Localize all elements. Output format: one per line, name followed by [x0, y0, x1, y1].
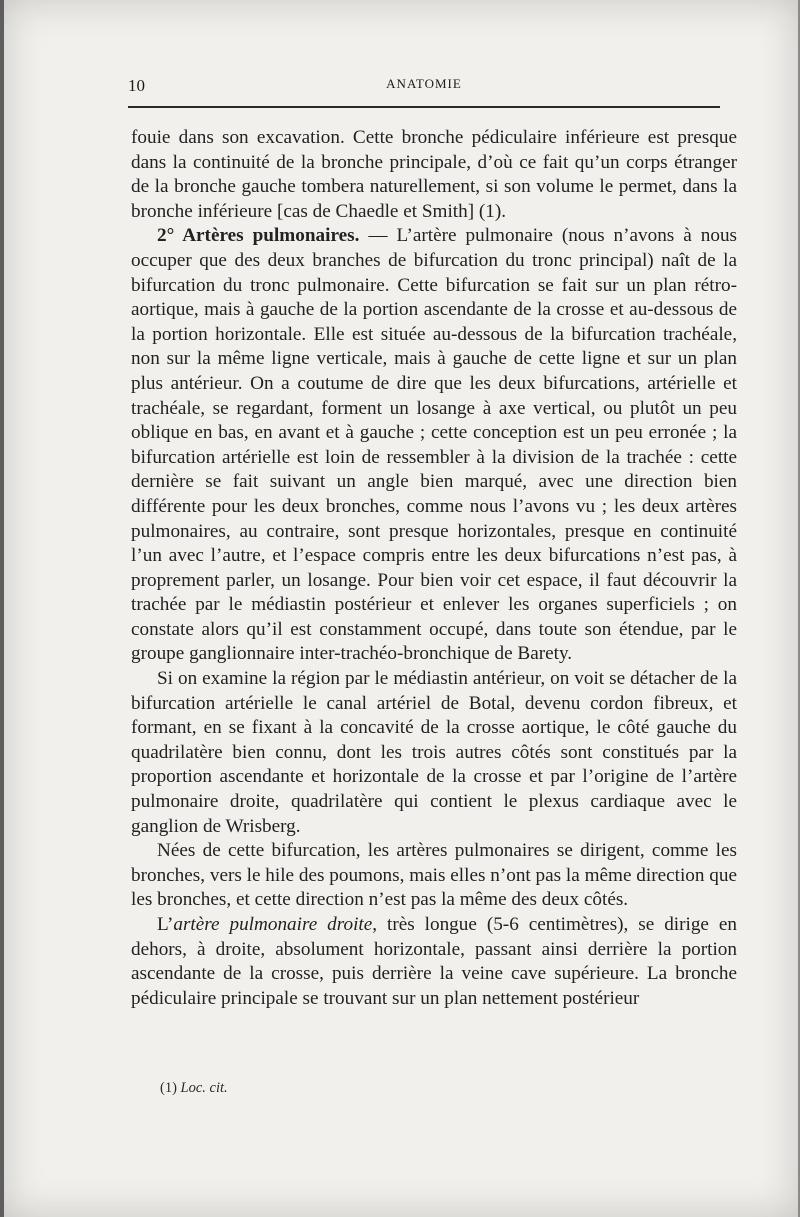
page-number: 10: [128, 76, 145, 95]
footnote-marker: (1): [160, 1080, 181, 1096]
paragraph-5: [131, 913, 737, 1011]
footnote-rule: [131, 1068, 281, 1069]
paragraph-2: [131, 224, 737, 667]
page-body: [131, 126, 737, 1011]
paragraph-5-prefix: L’: [157, 914, 174, 935]
footnote-text: Loc. cit.: [180, 1080, 228, 1096]
page-header: [128, 74, 720, 94]
paragraph-5-text: , très longue (5-6 centimètres), se dirige en dehors, à droite, absolument horizontale, passant ainsi derrière la portion ascendante de la crosse, puis derrière la veine cave supérieure. La bronche pédiculaire principale se trouvant sur un plan nettement postérieur: [131, 914, 737, 1009]
running-head-title: ANATOMIE: [386, 76, 462, 91]
section-heading-arteres-pulmonaires: 2° Artères pulmonaires.: [157, 225, 360, 247]
paragraph-2-text: — L’artère pulmonaire (nous n’avons à nous occuper que des deux branches de bifurcation du tronc principal) naît de la bifurcation du tronc pulmonaire. Cette bifurcation se fait sur un plan rétro-aortique, mais à gauche de la portion ascendante de la crosse et au-dessous de la portion horizontale. Elle est située au-dessous de la bifurcation trachéale, non sur la même ligne verticale, mais à gauche de cette ligne et sur un plan plus antérieur. On a coutume de dire que les deux bifurcations, artérielle et trachéale, se regardant, forment un losange à axe vertical, ou plutôt un peu oblique en bas, en avant et à gauche ; cette conception est un peu erronée ; la bifurcation artérielle est loin de ressembler à la division de la trachée : cette dernière se fait suivant un angle bien marqué, avec une direction bien différente pour les deux bronches, comme nous l’avons vu ; les deux artères pulmonaires, au contraire, sont presque horizontales, presque en continuité l’un avec l’autre, et l’espace compris entre les deux bifurcations n’est pas, à proprement parler, un losange. Pour bien voir cet espace, il faut découvrir la trachée par le médiastin postérieur et enlever les organes superficiels ; on constate alors qu’il est constamment occupé, dans toute son étendue, par le groupe ganglionnaire inter-trachéo-bronchique de Barety.: [131, 225, 738, 665]
paragraph-5-italic-term: artère pulmonaire droite: [173, 914, 373, 935]
paragraph-3: Si on examine la région par le médiastin antérieur, on voit se détacher de la bifurcation artérielle le canal artériel de Botal, devenu cordon fibreux, et formant, en se fixant à la concavité de la crosse aortique, le côté gauche du quadrilatère bien connu, dont les trois autres côtés sont constitués par la proportion ascendante et horizontale de la crosse et par l’origine de l’artère pulmonaire droite, quadrilatère qui contient le plexus cardiaque avec le ganglion de Wrisberg.: [131, 668, 737, 837]
paragraph-4: Nées de cette bifurcation, les artères pulmonaires se dirigent, comme les bronches, vers le hile des poumons, mais elles n’ont pas la même direction que les bronches, et cette direction n’est pas la même des deux côtés.: [131, 840, 737, 911]
paragraph-1: fouie dans son excavation. Cette bronche pédiculaire inférieure est presque dans la continuité de la bronche principale, d’où ce fait qu’un corps étranger de la bronche gauche tombera naturellement, si son volume le permet, dans la bronche inférieure [cas de Chaedle et Smith] (1).: [131, 127, 737, 222]
footnote: [160, 1080, 228, 1097]
header-rule: [128, 106, 720, 108]
